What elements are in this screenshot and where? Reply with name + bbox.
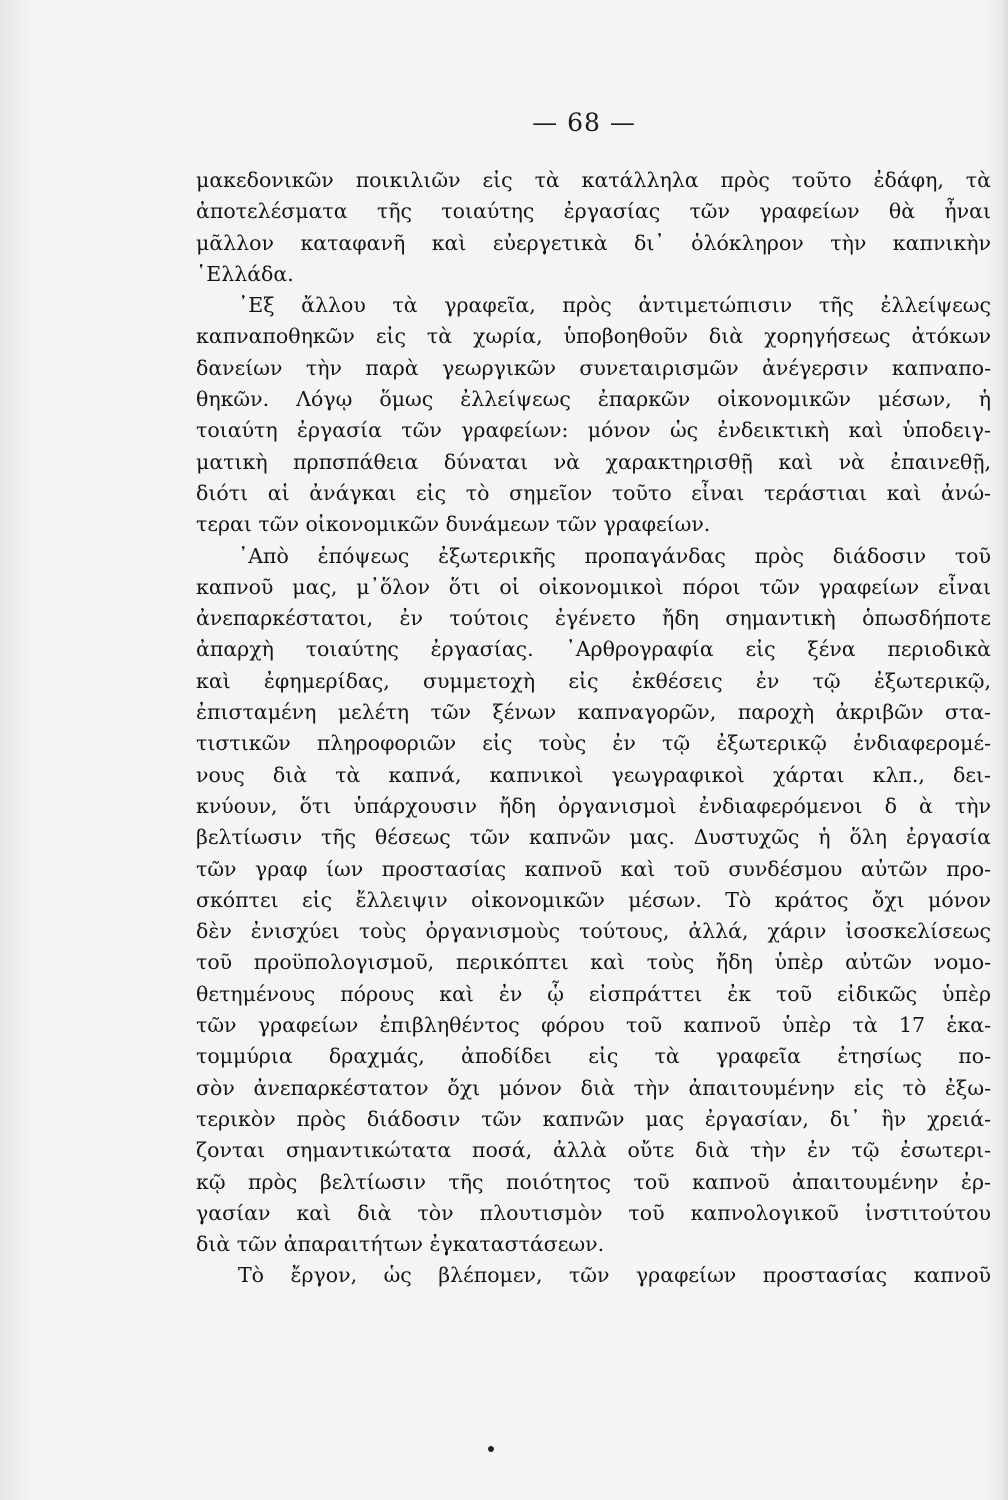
text-line: σὸν ἀνεπαρκέστατον ὄχι μόνον διὰ τὴν ἀπαιτουμένην εἰς τὸ ἐξω- xyxy=(196,1075,991,1100)
text-line: τῶν γραφείων ἐπιβληθέντος φόρου τοῦ καπνοῦ ὑπὲρ τὰ 17 ἑκα- xyxy=(196,1013,991,1038)
body-text xyxy=(196,165,991,1292)
page-number: — 68 — xyxy=(532,108,636,137)
text-line: καπνοῦ μας, μ᾽ὅλον ὅτι οἱ οἰκονομικοὶ πόροι τῶν γραφείων εἶναι xyxy=(196,574,991,599)
text-line: ματικὴ πρπσπάθεια δύναται νὰ χαρακτηρισθῇ καὶ νὰ ἐπαινεθῇ, xyxy=(196,449,991,474)
text-line: γασίαν καὶ διὰ τὸν πλουτισμὸν τοῦ καπνολογικοῦ ἰνστιτούτου xyxy=(196,1200,991,1225)
text-line: διὰ τῶν ἀπαραιτήτων ἐγκαταστάσεων. xyxy=(196,1232,605,1257)
text-line: ἀνεπαρκέστατοι, ἐν τούτοις ἐγένετο ἤδη σημαντικὴ ὁπωσδήποτε xyxy=(196,606,991,631)
text-line: ἀπαρχὴ τοιαύτης ἐργασίας. ᾽Αρθρογραφία εἰς ξένα περιοδικὰ xyxy=(196,637,991,662)
text-line: ζονται σημαντικώτατα ποσά, ἀλλὰ οὔτε διὰ τὴν ἐν τῷ ἐσωτερι- xyxy=(196,1138,991,1163)
text-line: τοῦ προϋπολογισμοῦ, περικόπτει καὶ τοὺς ἤδη ὑπὲρ αὐτῶν νομο- xyxy=(196,950,991,975)
text-line: τοιαύτη ἐργασία τῶν γραφείων: μόνον ὡς ἐνδεικτικὴ καὶ ὑποδειγ- xyxy=(196,418,991,443)
text-line: τομμύρια δραχμάς, ἀποδίδει εἰς τὰ γραφεῖα ἐτησίως πο- xyxy=(196,1044,991,1069)
text-line: τῶν γραφ ίων προστασίας καπνοῦ καὶ τοῦ συνδέσμου αὐτῶν προ- xyxy=(196,856,991,881)
text-line: καπναποθηκῶν εἰς τὰ χωρία, ὑποβοηθοῦν διὰ χορηγήσεως ἀτόκων xyxy=(196,324,991,349)
text-line: τερικὸν πρὸς διάδοσιν τῶν καπνῶν μας ἐργασίαν, δι᾽ ἣν χρειά- xyxy=(196,1106,991,1131)
page-edge-shadow xyxy=(998,0,1008,1500)
text-line: δανείων τὴν παρὰ γεωργικῶν συνεταιρισμῶν ἀνέγερσιν καπναπο- xyxy=(196,355,991,380)
text-line: ῾Ελλάδα. xyxy=(196,261,294,286)
text-line: μᾶλλον καταφανῆ καὶ εὐεργετικὰ δι᾽ ὁλόκληρον τὴν καπνικὴν xyxy=(196,230,991,255)
text-line: καὶ ἐφημερίδας, συμμετοχὴ εἰς ἐκθέσεις ἐν τῷ ἐξωτερικῷ, xyxy=(196,668,991,693)
text-line: σκόπτει εἰς ἔλλειψιν οἰκονομικῶν μέσων. Τὸ κράτος ὄχι μόνον xyxy=(196,887,991,912)
text-line: ᾽Απὸ ἐπόψεως ἐξωτερικῆς προπαγάνδας πρὸς διάδοσιν τοῦ xyxy=(238,543,991,568)
text-line: ἀποτελέσματα τῆς τοιαύτης ἐργασίας τῶν γραφείων θὰ ἦναι xyxy=(196,199,991,224)
text-line: κνύουν, ὅτι ὑπάρχουσιν ἤδη ὀργανισμοὶ ἐνδιαφερόμενοι δ ὰ τὴν xyxy=(196,793,991,818)
text-line: νους διὰ τὰ καπνά, καπνικοὶ γεωγραφικοὶ χάρται κλπ., δει- xyxy=(196,762,991,787)
text-line: ᾽Εξ ἄλλου τὰ γραφεῖα, πρὸς ἀντιμετώπισιν τῆς ἐλλείψεως xyxy=(238,293,991,318)
text-line: τιστικῶν πληροφοριῶν εἰς τοὺς ἐν τῷ ἐξωτερικῷ ἐνδιαφερομέ- xyxy=(196,731,991,756)
text-line: Τὸ ἔργον, ὡς βλέπομεν, τῶν γραφείων προστασίας καπνοῦ xyxy=(238,1263,991,1288)
text-line: θηκῶν. Λόγῳ ὅμως ἐλλείψεως ἐπαρκῶν οἰκονομικῶν μέσων, ἡ xyxy=(196,387,991,412)
text-line: βελτίωσιν τῆς θέσεως τῶν καπνῶν μας. Δυστυχῶς ἡ ὅλη ἐργασία xyxy=(196,825,991,850)
text-line: διότι αἱ ἀνάγκαι εἰς τὸ σημεῖον τοῦτο εἶναι τεράστιαι καὶ ἀνώ- xyxy=(196,480,991,505)
text-line: ἐπισταμένη μελέτη τῶν ξένων καπναγορῶν, παροχὴ ἀκριβῶν στα- xyxy=(196,700,991,725)
text-line: θετημένους πόρους καὶ ἐν ᾧ εἰσπράττει ἐκ τοῦ εἰδικῶς ὑπὲρ xyxy=(196,981,991,1006)
ink-speck xyxy=(488,1446,494,1452)
text-line: τεραι τῶν οἰκονομικῶν δυνάμεων τῶν γραφείων. xyxy=(196,512,711,537)
text-line: κῷ πρὸς βελτίωσιν τῆς ποιότητος τοῦ καπνοῦ ἀπαιτουμένην ἐρ- xyxy=(196,1169,991,1194)
text-line: μακεδονικῶν ποικιλιῶν εἰς τὰ κατάλληλα πρὸς τοῦτο ἐδάφη, τὰ xyxy=(196,168,991,192)
text-line: δὲν ἐνισχύει τοὺς ὀργανισμοὺς τούτους, ἀλλά, χάριν ἰσοσκελίσεως xyxy=(196,919,991,944)
